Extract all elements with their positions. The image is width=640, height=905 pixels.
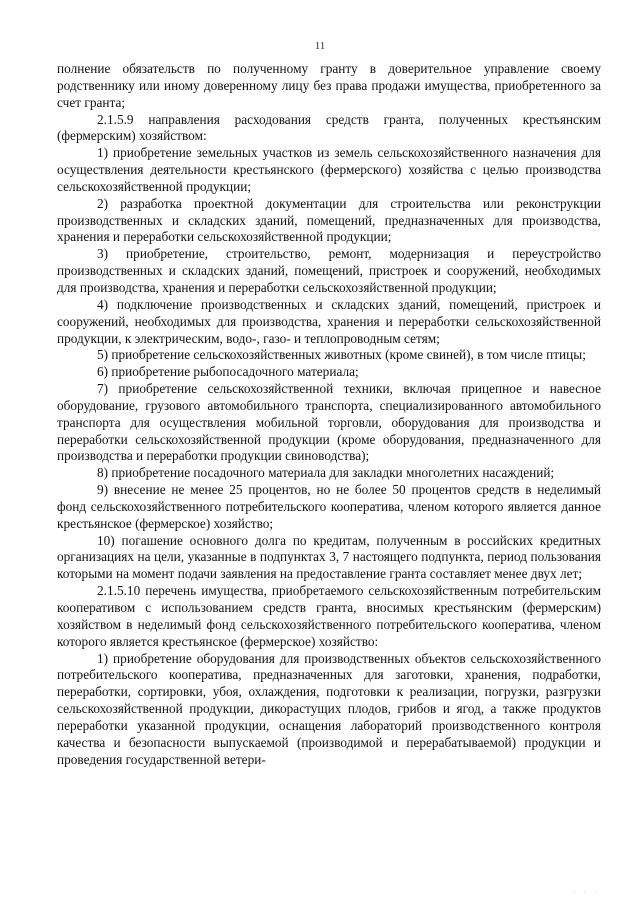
paragraph-clause-2-1-5-9: 2.1.5.9 направления расходования средств гранта, полученных крестьянским (фермерским) хозяйством: xyxy=(57,111,601,144)
paragraph-item-2-design: 2) разработка проектной документации для строительства или реконструкции производственных и складских зданий, помещений, предназначенных для производства, хранения и переработки сельскохозяйственной продукции; xyxy=(57,195,601,245)
paragraph-item-1-land: 1) приобретение земельных участков из земель сельскохозяйственного назначения для осуществления деятельности крестьянского (фермерского) хозяйства с целью производства сельскохозяйственной продукции; xyxy=(57,145,601,194)
paragraph-item-5-animals: 5) приобретение сельскохозяйственных животных (кроме свиней), в том числе птицы; xyxy=(97,347,586,363)
page-number: 11 xyxy=(314,40,326,52)
paragraph-item-3-construction: 3) приобретение, строительство, ремонт, модернизация и переустройство производственных и складских зданий, помещений, пристроек и сооружений, необходимых для производства, хранения и переработки сельскохозяйственной продукции; xyxy=(57,246,601,295)
paragraph-item-7-machinery: 7) приобретение сельскохозяйственной техники, включая прицепное и навесное оборудование, грузового автомобильного транспорта, специализированного автомобильного транспорта для осуществления мобильной торговли, оборудования для производства и переработки сельскохозяйственной продукции (кроме оборудования, предназначенного для производства и переработки продукции свиноводства); xyxy=(57,381,601,464)
paragraph-continuation: полнение обязательств по полученному гранту в доверительное управление своему родственнику или иному доверенному лицу без права продажи имущества, приобретенного за счет гранта; xyxy=(57,61,601,110)
paragraph-clause-2-1-5-10: 2.1.5.10 перечень имущества, приобретаемого сельскохозяйственным потребительским кооперативом с использованием средств гранта, вносимых крестьянским (фермерским) хозяйством в неделимый фонд сельскохозяйственного потребительского кооператива, членом которого является крестьянское (фермерское) хозяйство: xyxy=(57,583,601,649)
paragraph-item-8-planting: 8) приобретение посадочного материала для закладки многолетних насаждений; xyxy=(97,465,555,481)
scan-speck-marks: · · · xyxy=(573,888,600,897)
paragraph-item-6-fish: 6) приобретение рыбопосадочного материала; xyxy=(97,364,359,380)
paragraph-item-9-cooperative-fund: 9) внесение не менее 25 процентов, но не более 50 процентов средств в неделимый фонд сельскохозяйственного потребительского кооператива, членом которого является данное крестьянское (фермерское) хозяйство; xyxy=(57,482,601,531)
paragraph-item-4-utilities: 4) подключение производственных и складских зданий, помещений, пристроек и сооружений, необходимых для производства, хранения и переработки сельскохозяйственной продукции, к электрическим, водо-, газо- и теплопроводным сетям; xyxy=(57,296,601,346)
document-body xyxy=(57,61,601,768)
paragraph-cooperative-item-1-equipment: 1) приобретение оборудования для производственных объектов сельскохозяйственного потребительского кооператива, предназначенных для заготовки, хранения, подработки, переработки, сортировки, убоя, охлаждения, подготовки к реализации, погрузки, разгрузки сельскохозяйственной продукции, дикорастущих плодов, грибов и ягод, а также продуктов переработки указанной продукции, оснащения лабораторий производственного контроля качества и безопасности выпускаемой (производимой и перерабатываемой) продукции и проведения государственной ветери- xyxy=(57,650,601,767)
paragraph-item-10-loans: 10) погашение основного долга по кредитам, полученным в российских кредитных организациях на цели, указанные в подпунктах 3, 7 настоящего подпункта, период пользования которыми на момент подачи заявления на предоставление гранта составляет менее двух лет; xyxy=(57,532,601,582)
